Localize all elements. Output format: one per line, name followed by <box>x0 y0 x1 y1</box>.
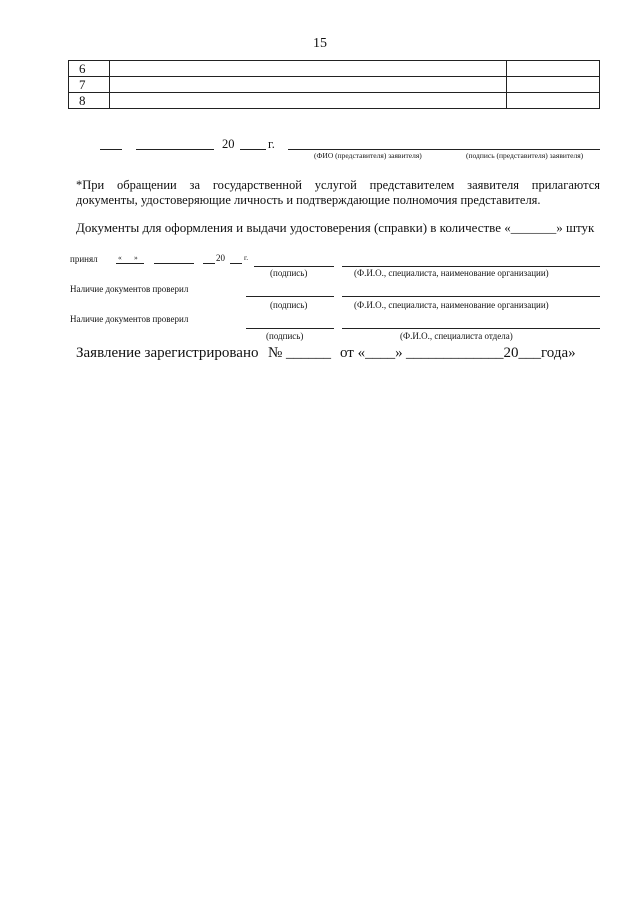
checked2-org-line <box>342 328 600 329</box>
rows-table <box>68 60 600 109</box>
accepted-month-blank <box>154 263 194 264</box>
row-cell <box>507 77 600 93</box>
year-prefix: 20 <box>222 137 235 151</box>
applicant-fio-line <box>288 149 600 150</box>
year-suffix: г. <box>268 137 275 151</box>
row-number: 7 <box>69 77 110 93</box>
quote-open: « <box>118 253 122 262</box>
checked1-sign-line <box>246 296 334 297</box>
accepted-sign-caption: (подпись) <box>270 268 308 278</box>
page-number: 15 <box>313 36 327 51</box>
accepted-year-suffix: г. <box>244 253 249 262</box>
checked2-label: Наличие документов проверил <box>70 314 189 324</box>
note-line: *При обращении за государственной услугой представителем заявителя прилагаются <box>76 178 600 192</box>
note-paragraph <box>76 178 600 208</box>
checked2-sign-caption: (подпись) <box>266 331 304 341</box>
note-line: документы, удостоверяющие личность и подтверждающие полномочия представителя. <box>76 193 541 207</box>
accepted-org-caption: (Ф.И.О., специалиста, наименование организации) <box>354 268 549 278</box>
checked1-label: Наличие документов проверил <box>70 284 189 294</box>
table-row <box>69 61 600 77</box>
registered-label: Заявление зарегистрировано <box>76 345 259 361</box>
checked1-org-line <box>342 296 600 297</box>
row-cell <box>110 93 507 109</box>
row-cell <box>507 93 600 109</box>
docs-count-text: Документы для оформления и выдачи удостоверения (справки) в количестве «_______» штук <box>76 220 595 235</box>
accepted-day-blank <box>116 263 144 264</box>
row-cell <box>110 61 507 77</box>
row-cell <box>110 77 507 93</box>
sign-caption: (подпись (представителя) заявителя) <box>466 151 584 160</box>
accepted-label: принял <box>70 254 98 264</box>
accepted-sign-line <box>254 266 334 267</box>
checked1-sign-caption: (подпись) <box>270 300 308 310</box>
quote-close: » <box>134 253 138 262</box>
checked2-sign-line <box>246 328 334 329</box>
day-blank <box>100 149 122 150</box>
accepted-blank <box>203 263 215 264</box>
row-number: 6 <box>69 61 110 77</box>
accepted-year-blank <box>230 263 242 264</box>
registered-from: от «____» <box>340 345 403 361</box>
accepted-year: 20 <box>216 253 225 263</box>
table-row <box>69 93 600 109</box>
checked2-org-caption: (Ф.И.О., специалиста отдела) <box>400 331 513 341</box>
registered-year: _____________20___года» <box>406 345 576 361</box>
row-cell <box>507 61 600 77</box>
fio-caption: (ФИО (представителя) заявителя) <box>314 151 422 160</box>
accepted-org-line <box>342 266 600 267</box>
row-number: 8 <box>69 93 110 109</box>
table-row <box>69 77 600 93</box>
checked1-org-caption: (Ф.И.О., специалиста, наименование организации) <box>354 300 549 310</box>
month-blank <box>136 149 214 150</box>
year-blank <box>240 149 266 150</box>
registered-number: № ______ <box>268 345 332 361</box>
